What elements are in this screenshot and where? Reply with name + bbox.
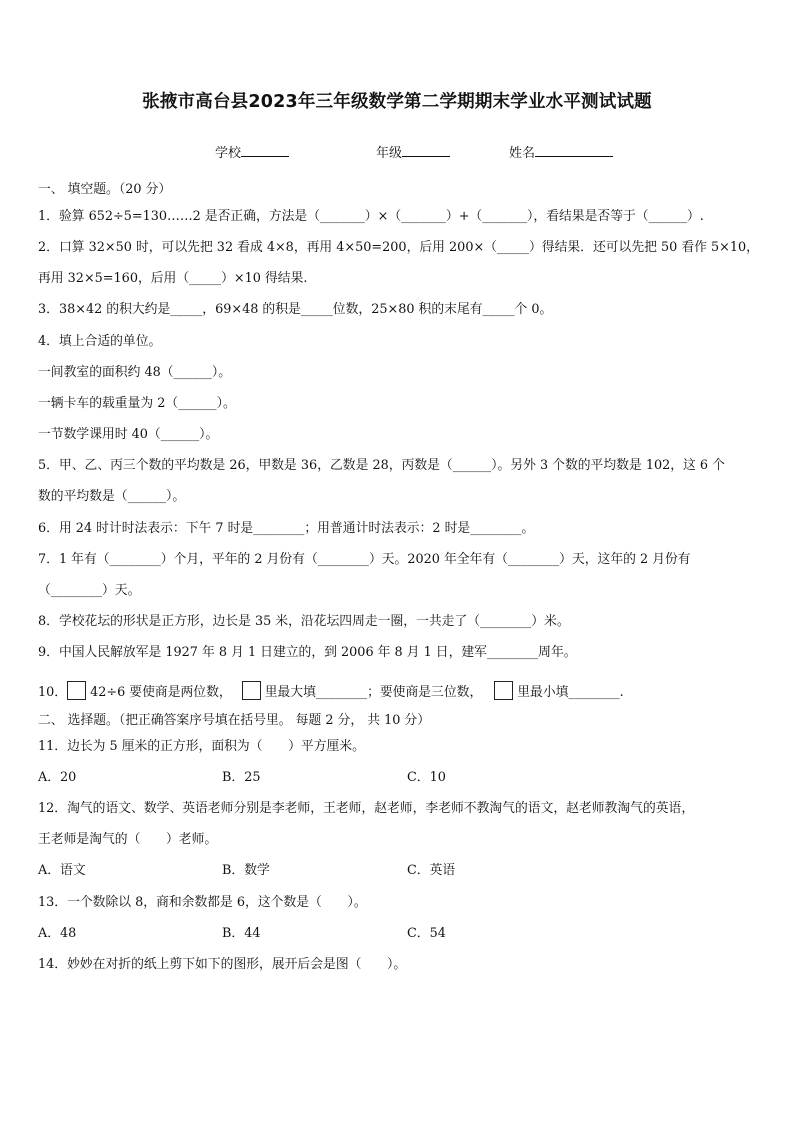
question-12-option-c: C．英语: [407, 863, 456, 878]
answer-box-3: [494, 681, 513, 700]
question-4c: 一节数学课用时 40（______）。: [38, 427, 219, 442]
grade-label: 年级: [376, 146, 403, 161]
question-12-line-1: 12．淘气的语文、数学、英语老师分别是李老师，王老师，赵老师，李老师不教淘气的语文，赵老师教淘气的英语，: [38, 801, 695, 816]
question-7-line-2: （________）天。: [38, 583, 141, 598]
question-6: 6．用 24 时计时法表示：下午 7 时是________；用普通计时法表示：2 时是________。: [38, 521, 535, 536]
school-blank: [241, 144, 289, 157]
question-10-part-2: 里最大填________；要使商是三位数，: [264, 685, 483, 700]
question-13-option-a: A．48: [38, 926, 77, 941]
question-11-option-c: C．10: [407, 770, 446, 785]
question-12-line-2: 王老师是淘气的（ ）老师。: [38, 832, 218, 847]
section-heading-multiple-choice: 二、 选择题。（把正确答案序号填在括号里。 每题 2 分， 共 10 分）: [38, 713, 431, 728]
question-10: [38, 681, 624, 701]
answer-box-2: [242, 681, 261, 700]
question-8: 8．学校花坛的形状是正方形，边长是 35 米，沿花坛四周走一圈，一共走了（________）米。: [38, 614, 570, 629]
question-14: 14．妙妙在对折的纸上剪下如下的图形，展开后会是图（ ）。: [38, 957, 407, 972]
name-field: [509, 142, 613, 161]
question-13-option-c: C．54: [407, 926, 446, 941]
question-4a: 一间教室的面积约 48（______）。: [38, 365, 232, 380]
question-10-part-1: 42÷6 要使商是两位数，: [90, 685, 232, 700]
question-9: 9．中国人民解放军是 1927 年 8 月 1 日建立的，到 2006 年 8 月 1 日，建军________周年。: [38, 645, 577, 660]
school-field: [215, 142, 289, 161]
grade-field: [376, 142, 450, 161]
question-5-line-1: 5．甲、乙、丙三个数的平均数是 26，甲数是 36，乙数是 28，丙数是（______）。另外 3 个数的平均数是 102，这 6 个: [38, 458, 725, 473]
question-2-line-2: 再用 32×5=160，后用（_____）×10 得结果.: [38, 271, 308, 286]
question-2-line-1: 2．口算 32×50 时，可以先把 32 看成 4×8，再用 4×50=200，后用 200×（_____）得结果．还可以先把 50 看作 5×10，: [38, 240, 759, 255]
question-12-option-b: B．数学: [222, 863, 270, 878]
question-12-option-a: A．语文: [38, 863, 86, 878]
question-10-number: 10．: [38, 685, 68, 700]
question-11: 11．边长为 5 厘米的正方形，面积为（ ）平方厘米。: [38, 739, 365, 754]
question-4b: 一辆卡车的载重量为 2（______）。: [38, 396, 236, 411]
question-13: 13．一个数除以 8，商和余数都是 6，这个数是（ ）。: [38, 895, 367, 910]
question-4: 4．填上合适的单位。: [38, 334, 162, 349]
question-5-line-2: 数的平均数是（______）。: [38, 489, 186, 504]
name-blank: [535, 144, 613, 157]
grade-blank: [402, 144, 450, 157]
question-1: 1．验算 652÷5=130……2 是否正确，方法是（_______）×（_______）+（_______），看结果是否等于（______）.: [38, 209, 704, 224]
school-label: 学校: [215, 146, 242, 161]
question-11-option-b: B．25: [222, 770, 261, 785]
answer-box-1: [67, 681, 86, 700]
question-11-option-a: A．20: [38, 770, 77, 785]
question-3: 3．38×42 的积大约是_____，69×48 的积是_____位数，25×80 积的末尾有_____个 0。: [38, 302, 553, 317]
name-label: 姓名: [509, 146, 536, 161]
page-title: 张掖市高台县2023年三年级数学第二学期期末学业水平测试试题: [142, 92, 652, 112]
question-7-line-1: 7．1 年有（________）个月，平年的 2 月份有（________）天。2020 年全年有（________）天，这年的 2 月份有: [38, 552, 691, 567]
question-13-option-b: B．44: [222, 926, 261, 941]
section-heading-fill-blank: 一、 填空题。（20 分）: [38, 182, 172, 197]
question-10-part-3: 里最小填________.: [517, 685, 624, 700]
